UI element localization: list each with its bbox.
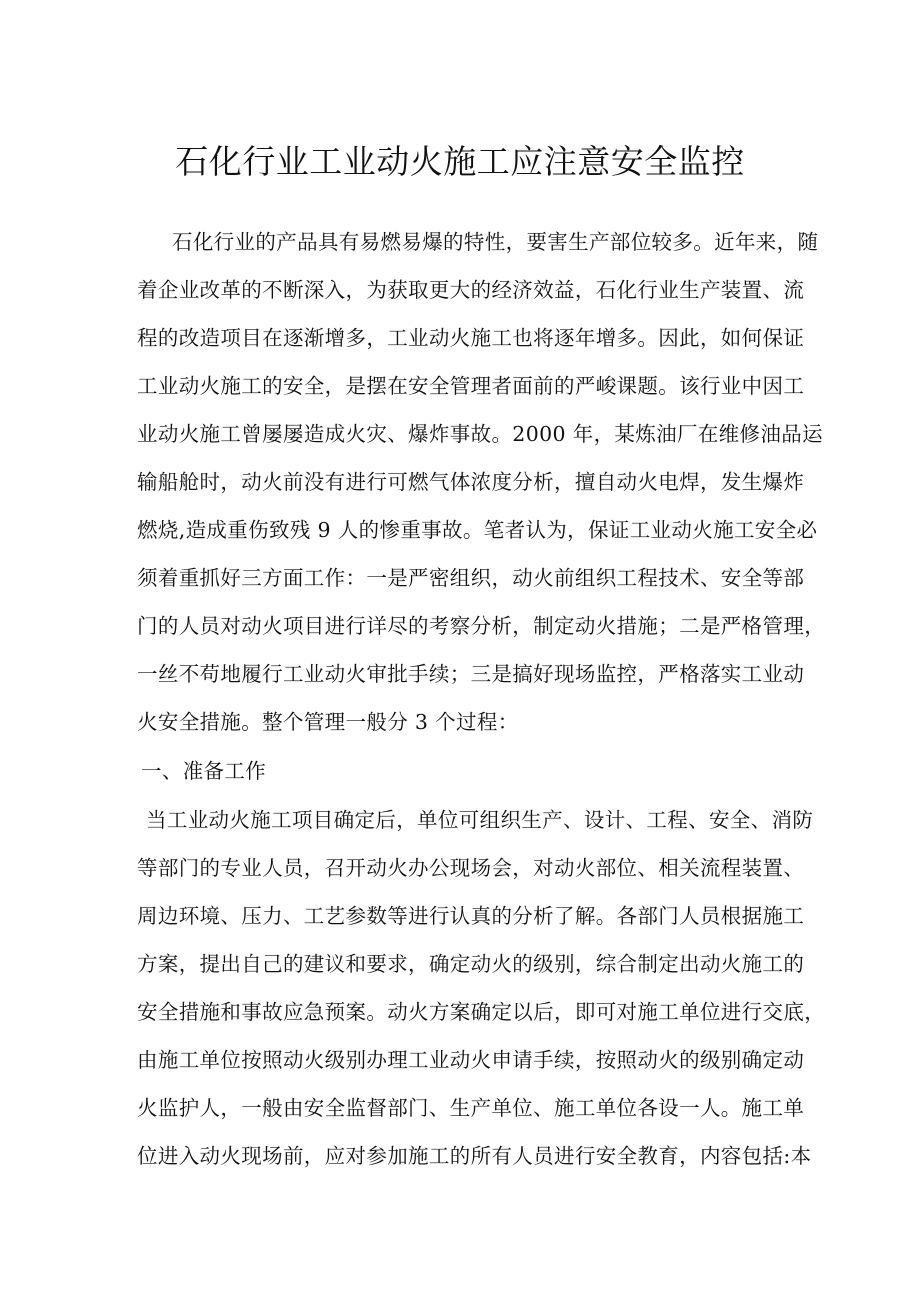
section-heading: 一、准备工作 bbox=[141, 759, 267, 783]
paragraph-line: 当工业动火施工项目确定后，单位可组织生产、设计、工程、安全、消防 bbox=[146, 808, 814, 832]
paragraph-line: 程的改造项目在逐渐增多，工业动火施工也将逐年增多。因此，如何保证 bbox=[137, 326, 805, 350]
paragraph-line: 等部门的专业人员，召开动火办公现场会，对动火部位、相关流程装置、 bbox=[137, 856, 805, 880]
paragraph-line: 门的人员对动火项目进行详尽的考察分析，制定动火措施；二是严格管理， bbox=[137, 614, 826, 638]
paragraph-line: 火安全措施。整个管理一般分 3 个过程： bbox=[137, 710, 519, 734]
paragraph-line: 着企业改革的不断深入，为获取更大的经济效益，石化行业生产装置、流 bbox=[137, 278, 805, 302]
paragraph-line: 石化行业的产品具有易燃易爆的特性，要害生产部位较多。近年来，随 bbox=[172, 230, 819, 254]
paragraph-line: 业动火施工曾屡屡造成火灾、爆炸事故。2000 年，某炼油厂在维修油品运 bbox=[137, 422, 823, 446]
paragraph-line: 工业动火施工的安全，是摆在安全管理者面前的严峻课题。该行业中因工 bbox=[137, 374, 805, 398]
paragraph-line: 输船舱时，动火前没有进行可燃气体浓度分析，擅自动火电焊，发生爆炸 bbox=[137, 470, 805, 494]
paragraph-line: 由施工单位按照动火级别办理工业动火申请手续，按照动火的级别确定动 bbox=[137, 1048, 805, 1072]
paragraph-line: 周边环境、压力、工艺参数等进行认真的分析了解。各部门人员根据施工 bbox=[137, 904, 805, 928]
paragraph-line: 火监护人，一般由安全监督部门、生产单位、施工单位各设一人。施工单 bbox=[137, 1096, 805, 1120]
document-title: 石化行业工业动火施工应注意安全监控 bbox=[175, 142, 745, 181]
paragraph-line: 燃烧,造成重伤致残 9 人的惨重事故。笔者认为，保证工业动火施工安全必 bbox=[137, 518, 818, 542]
paragraph-line: 位进入动火现场前，应对参加施工的所有人员进行安全教育，内容包括:本 bbox=[137, 1144, 812, 1168]
paragraph-line: 须着重抓好三方面工作：一是严密组织，动火前组织工程技术、安全等部 bbox=[137, 566, 805, 590]
paragraph-line: 安全措施和事故应急预案。动火方案确定以后，即可对施工单位进行交底， bbox=[137, 1000, 826, 1024]
paragraph-line: 方案，提出自己的建议和要求，确定动火的级别，综合制定出动火施工的 bbox=[137, 952, 805, 976]
paragraph-line: 一丝不苟地履行工业动火审批手续；三是搞好现场监控，严格落实工业动 bbox=[137, 662, 805, 686]
